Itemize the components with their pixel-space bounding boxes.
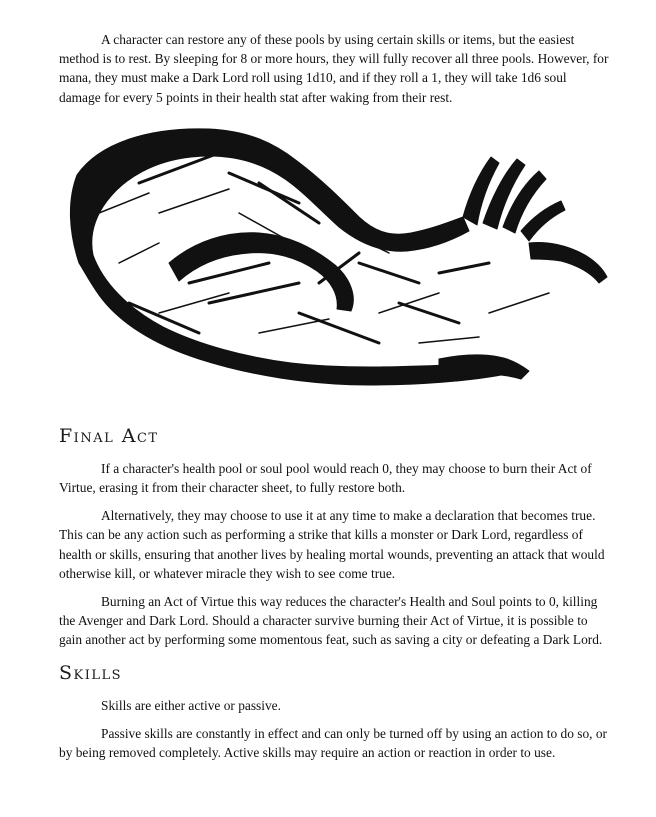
final-act-paragraph: Alternatively, they may choose to use it at any time to make a declaration that becomes true. This can be any action such as performing a strike that kills a monster or Dark Lord, regardless of health or skills, ensuring that another lives by healing mortal wounds, preventing an attack that would otherwise kill, or whatever miracle they wish to see come true.: [59, 508, 605, 581]
intro-paragraph: A character can restore any of these pools by using certain skills or items, but the easiest method is to rest. By sleeping for 8 or more hours, they will fully recover all three pools. However, for mana, they must make a Dark Lord roll using 1d10, and if they roll a 1, they will take 1d6 soul damage for every 5 points in their health stat after waking from their rest.: [59, 32, 609, 105]
final-act-heading: Final Act: [59, 424, 159, 447]
skills-heading: Skills: [59, 661, 123, 684]
final-act-paragraph: If a character's health pool or soul pool would reach 0, they may choose to burn their Act of Virtue, erasing it from their character sheet, to fully restore both.: [59, 460, 592, 496]
document-page: [59, 30, 611, 762]
skills-paragraph: Skills are either active or passive.: [101, 697, 281, 713]
final-act-paragraph: Burning an Act of Virtue this way reduces the character's Health and Soul points to 0, killing the Avenger and Dark Lord. Should a character survive burning their Act of Virtue, it is possible to gain another act by performing some momentous feat, such as saving a city or defeating a Dark Lord.: [59, 594, 603, 648]
skills-paragraph: Passive skills are constantly in effect and can only be turned off by using an action to do so, or by being removed completely. Active skills may require an action or reaction in order to use.: [59, 725, 608, 761]
ink-creature-illustration: [59, 113, 611, 413]
